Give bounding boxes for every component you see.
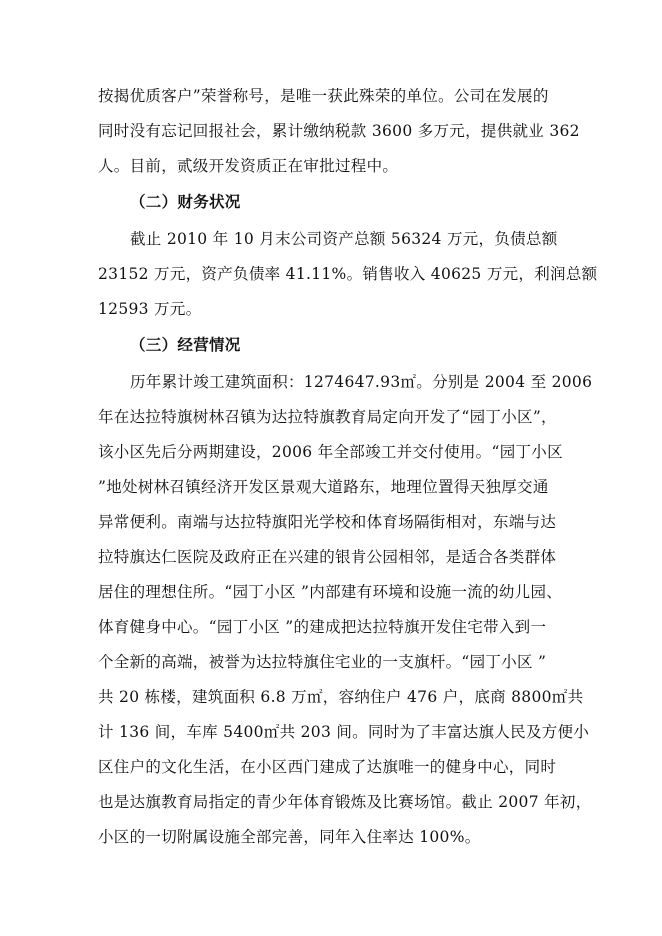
text-line: 年在达拉特旗树林召镇为达拉特旗教育局定向开发了“园丁小区”， — [98, 408, 557, 426]
text-line: 12593 万元。 — [98, 300, 202, 318]
text-line: 小区的一切附属设施全部完善，同年入住率达 100%。 — [98, 828, 481, 846]
text-line: 区住户的文化生活，在小区西门建成了达旗唯一的健身中心，同时 — [98, 758, 557, 776]
text-line: 异常便利。南端与达拉特旗阳光学校和体育场隔街相对，东端与达 — [98, 513, 557, 531]
text-line: 也是达旗教育局指定的青少年体育锻炼及比赛场馆。截止 2007 年初， — [98, 793, 592, 811]
text-line: 共 20 栋楼，建筑面积 6.8 万㎡，容纳住户 476 户，底商 8800㎡共 — [98, 688, 584, 706]
text-line: 历年累计竣工建筑面积：1274647.93㎡。分别是 2004 至 2006 — [130, 373, 593, 391]
text-line: 居住的理想住所。“园丁小区 ”内部建有环境和设施一流的幼儿园、 — [98, 583, 563, 601]
text-line: 同时没有忘记回报社会，累计缴纳税款 3600 多万元，提供就业 362 — [98, 122, 580, 140]
text-line: 截止 2010 年 10 月末公司资产总额 56324 万元，负债总额 — [130, 230, 558, 248]
text-line: 按揭优质客户”荣誉称号，是唯一获此殊荣的单位。公司在发展的 — [98, 87, 549, 105]
text-line: 人。目前，贰级开发资质正在审批过程中。 — [98, 157, 399, 175]
text-line: 个全新的高端，被誉为达拉特旗住宅业的一支旗杆。“园丁小区 ” — [98, 653, 547, 671]
text-line: 拉特旗达仁医院及政府正在兴建的银肯公园相邻，是适合各类群体 — [98, 548, 557, 566]
text-line: ”地处树林召镇经济开发区景观大道路东，地理位置得天独厚交通 — [98, 478, 549, 496]
text-line: 体育健身中心。“园丁小区 ”的建成把达拉特旗开发住宅带入到一 — [98, 618, 547, 636]
text-line: 23152 万元，资产负债率 41.11%。销售收入 40625 万元，利润总额 — [98, 265, 598, 283]
text-line: 该小区先后分两期建设，2006 年全部竣工并交付使用。“园丁小区 — [98, 443, 563, 461]
section-heading-operations: （三）经营情况 — [130, 335, 241, 354]
section-heading-financial: （二）财务状况 — [130, 192, 241, 211]
text-line: 计 136 间，车库 5400㎡共 203 间。同时为了丰富达旗人民及方便小 — [98, 723, 590, 741]
